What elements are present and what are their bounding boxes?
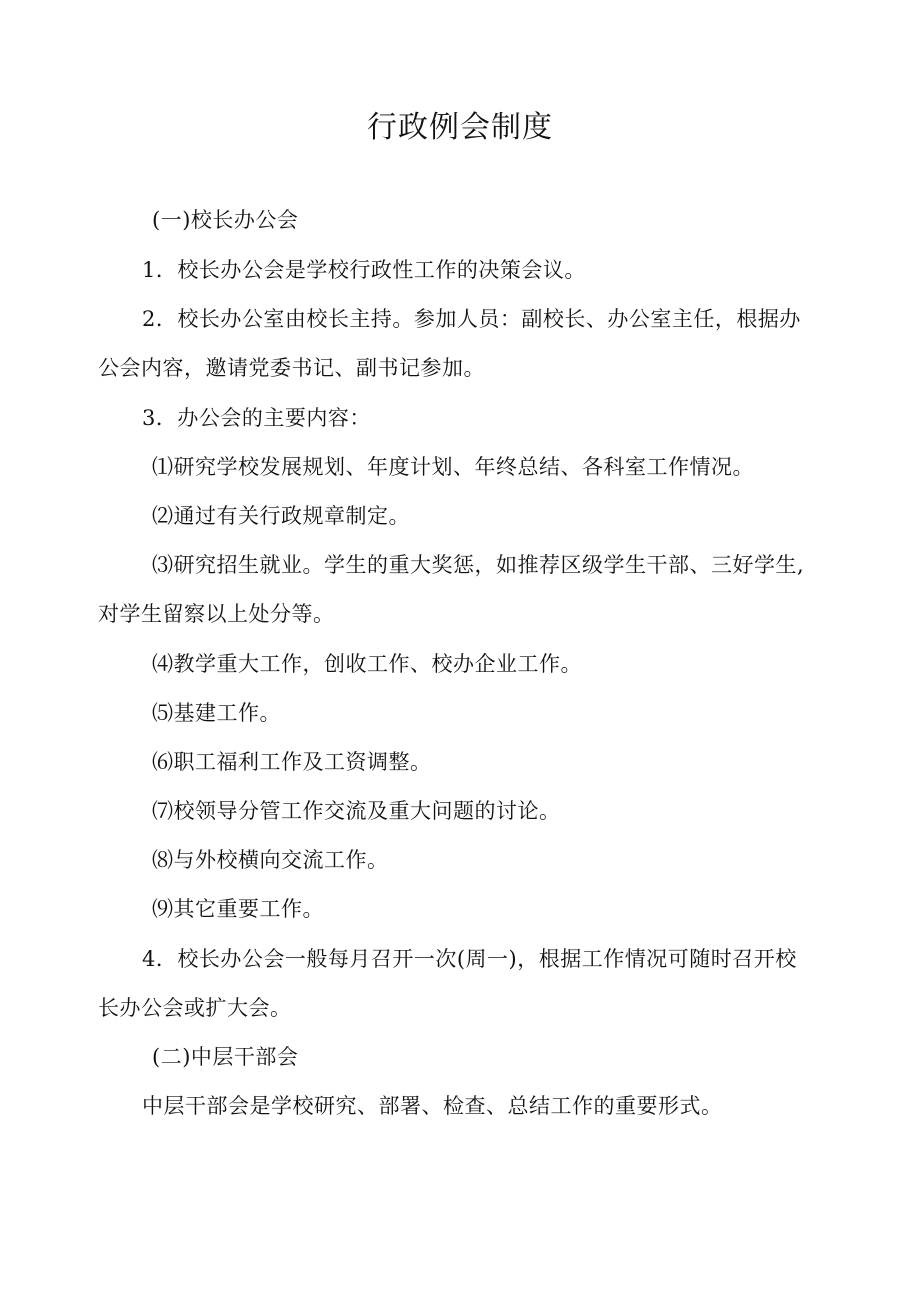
paragraph: 3．办公会的主要内容： xyxy=(142,406,371,430)
paragraph: 中层干部会是学校研究、部署、检查、总结工作的重要形式。 xyxy=(142,1094,723,1118)
section-heading: (二)中层干部会 xyxy=(152,1045,299,1069)
paragraph-continuation: 公会内容，邀请党委书记、副书记参加。 xyxy=(98,356,485,380)
list-item: ⑸基建工作。 xyxy=(152,701,281,725)
document-title: 行政例会制度 xyxy=(367,110,553,145)
section-heading: (一)校长办公会 xyxy=(152,208,299,232)
list-item: ⑺校领导分管工作交流及重大问题的讨论。 xyxy=(152,799,561,823)
paragraph: 1．校长办公会是学校行政性工作的决策会议。 xyxy=(142,258,586,282)
list-item: ⑹职工福利工作及工资调整。 xyxy=(152,750,432,774)
list-item: ⑴研究学校发展规划、年度计划、年终总结、各科室工作情况。 xyxy=(152,455,754,479)
list-item: ⑷教学重大工作，创收工作、校办企业工作。 xyxy=(152,652,582,676)
list-item-continuation: 对学生留察以上处分等。 xyxy=(98,602,335,626)
list-item: ⑵通过有关行政规章制定。 xyxy=(152,504,410,528)
paragraph-continuation: 长办公会或扩大会。 xyxy=(98,996,292,1020)
list-item: ⑼其它重要工作。 xyxy=(152,897,324,921)
paragraph: 4．校长办公会一般每月召开一次(周一)，根据工作情况可随时召开校 xyxy=(142,947,797,971)
paragraph: 2．校长办公室由校长主持。参加人员：副校长、办公室主任，根据办 xyxy=(142,307,801,331)
list-item: ⑶研究招生就业。学生的重大奖惩，如推荐区级学生干部、三好学生, xyxy=(152,553,805,577)
list-item: ⑻与外校横向交流工作。 xyxy=(152,848,389,872)
